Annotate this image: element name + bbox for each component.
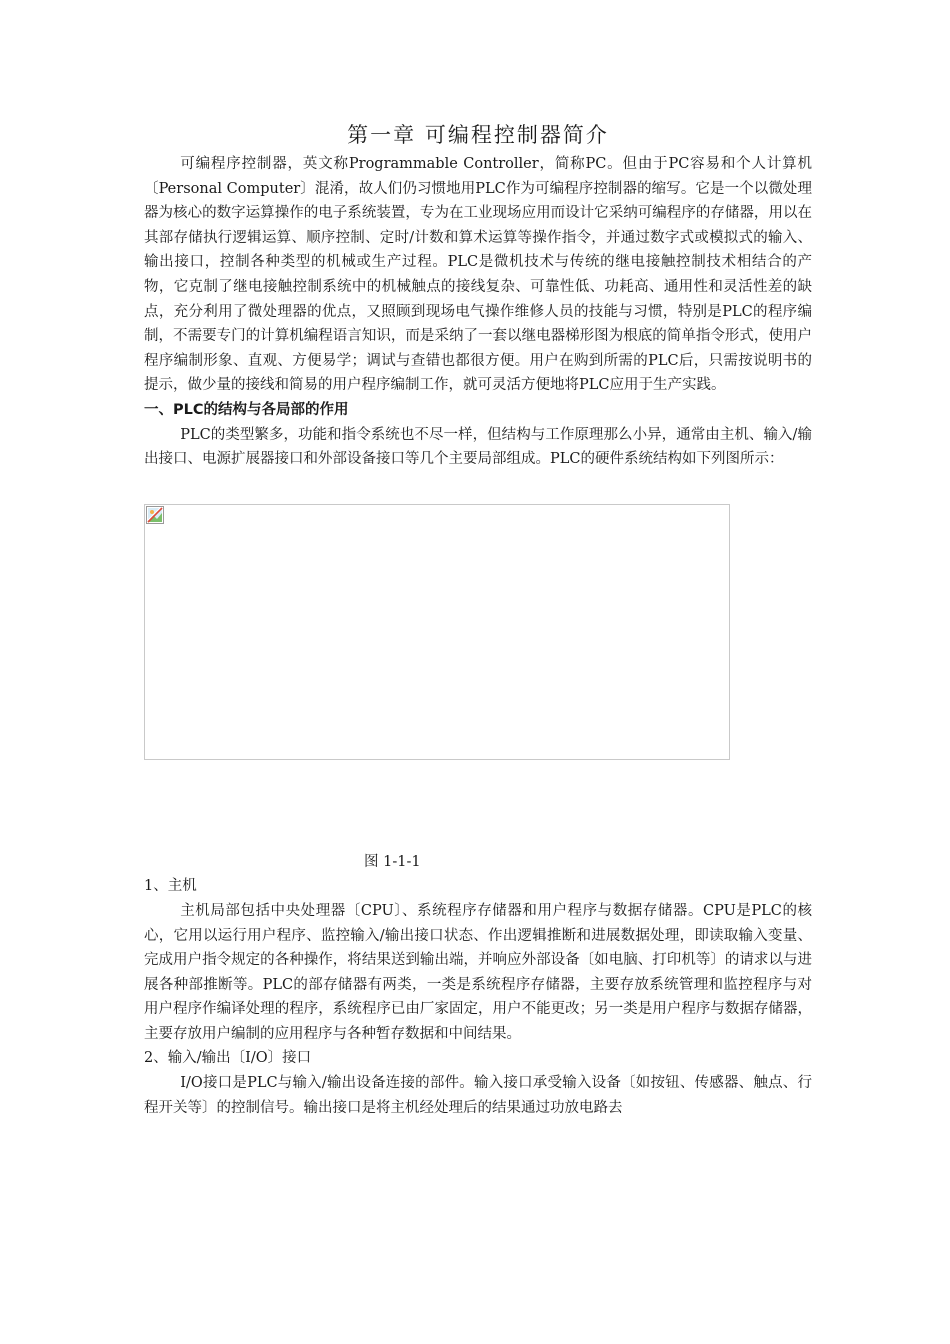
chapter-title: 第一章 可编程控制器简介: [347, 123, 609, 147]
broken-image-icon: [146, 506, 164, 524]
subsection-paragraph-host: 主机局部包括中央处理器〔CPU〕、系统程序存储器和用户程序与数据存储器。CPU是PLC的核心，它用以运行用户程序、监控输入/输出接口状态、作出逻辑推断和进展数据处理，即读取输入变量、完成用户指令规定的各种操作，将结果送到输出端，并响应外部设备〔如电脑、打印机等〕的请求以与进展各种部推断等。PLC的部存储器有两类，一类是系统程序存储器，主要存放系统管理和监控程序与对用户程序作编译处理的程序，系统程序已由厂家固定，用户不能更改；另一类是用户程序与数据存储器，主要存放用户编制的应用程序与各种暂存数据和中间结果。: [144, 902, 812, 1042]
section-heading: 一、PLC的结构与各局部的作用: [144, 401, 349, 418]
figure-caption: 图 1-1-1: [364, 853, 421, 870]
intro-paragraph: 可编程序控制器，英文称Programmable Controller，简称PC。但由于PC容易和个人计算机〔Personal Computer〕混淆，故人们仍习惯地用PLC作为可编程序控制器的缩写。它是一个以微处理器为核心的数字运算操作的电子系统装置，专为在工业现场应用而设计它采纳可编程序的存储器，用以在其部存储执行逻辑运算、顺序控制、定时/计数和算术运算等操作指令，并通过数字式或模拟式的输入、输出接口，控制各种类型的机械或生产过程。PLC是微机技术与传统的继电接触控制技术相结合的产物，它克制了继电接触控制系统中的机械触点的接线复杂、可靠性低、功耗高、通用性和灵活性差的缺点，充分利用了微处理器的优点，又照顾到现场电气操作维修人员的技能与习惯，特别是PLC的程序编制，不需要专门的计算机编程语言知识，而是采纳了一套以继电器梯形图为根底的简单指令形式，使用户程序编制形象、直观、方便易学；调试与查错也都很方便。用户在购到所需的PLC后，只需按说明书的提示，做少量的接线和简易的用户程序编制工作，就可灵活方便地将PLC应用于生产实践。: [144, 156, 812, 394]
subsection-heading-io: 2、输入/输出〔I/O〕接口: [144, 1050, 312, 1067]
subsection-heading-host: 1、主机: [144, 878, 197, 895]
figure-placeholder: [144, 504, 730, 760]
subsection-paragraph-io: I/O接口是PLC与输入/输出设备连接的部件。输入接口承受输入设备〔如按钮、传感器、触点、行程开关等〕的控制信号。输出接口是将主机经处理后的结果通过功放电路去: [144, 1075, 812, 1116]
document-page: [144, 118, 812, 1120]
section-paragraph: PLC的类型繁多，功能和指令系统也不尽一样，但结构与工作原理那么小异，通常由主机、输入/输出接口、电源扩展器接口和外部设备接口等几个主要局部组成。PLC的硬件系统结构如下列图所示：: [144, 426, 812, 468]
